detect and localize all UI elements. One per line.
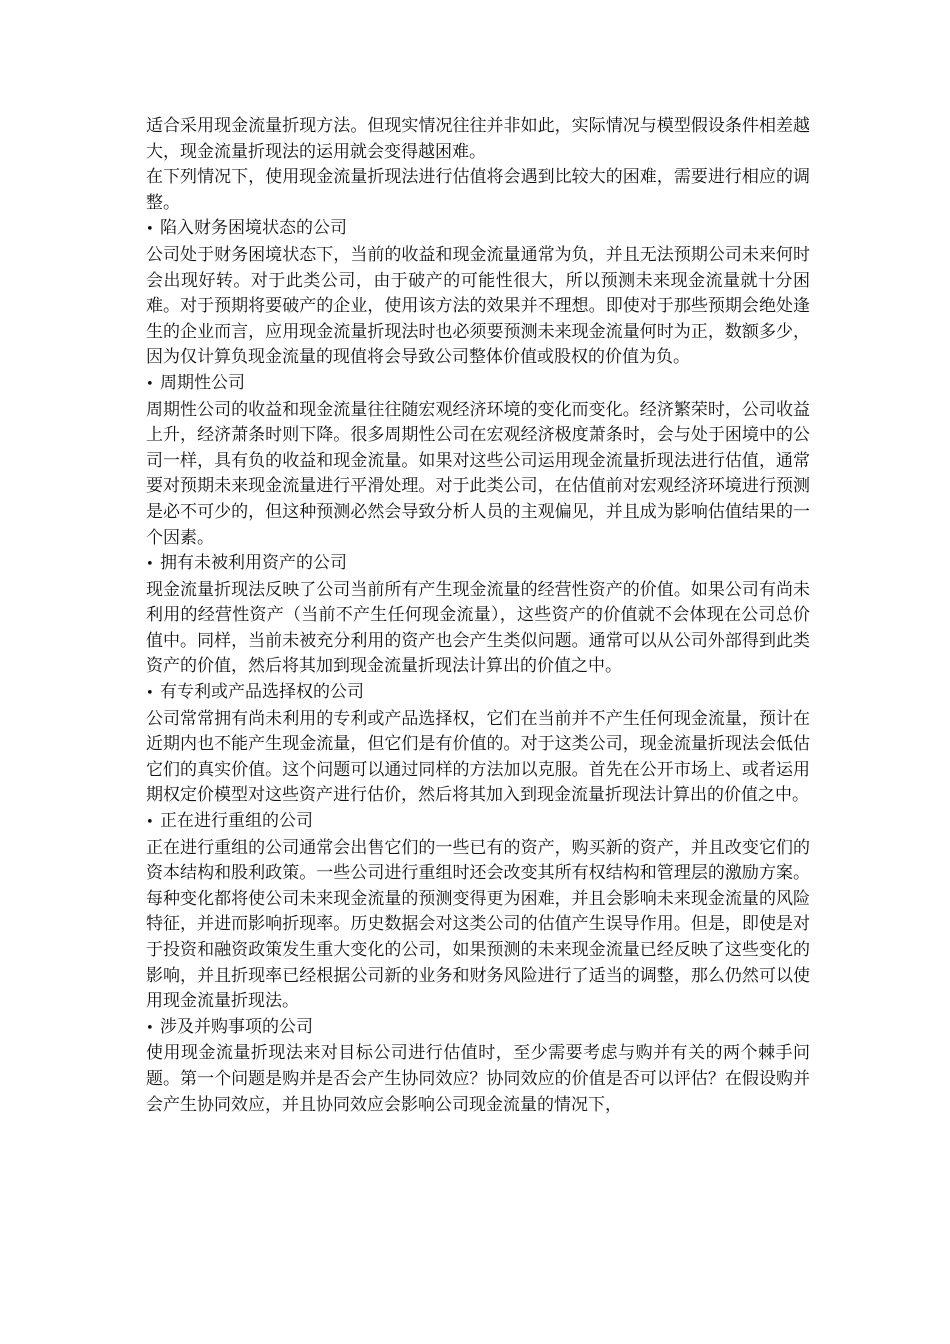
bullet-icon: •	[146, 815, 154, 831]
bullet-icon: •	[146, 1020, 154, 1036]
section-heading-mergers	[146, 1015, 810, 1042]
section-body-financial-distress: 公司处于财务困境状态下，当前的收益和现金流量通常为负，并且无法预期公司未来何时会出现好转。对于此类公司，由于破产的可能性很大，所以预测未来现金流量就十分困难。对于预期将要破产的企业，使用该方法的效果并不理想。即使对于那些预期会绝处逢生的企业而言，应用现金流量折现法时也必须要预测未来现金流量何时为正，数额多少，因为仅计算负现金流量的现值将会导致公司整体价值或股权的价值为负。	[146, 244, 810, 368]
section-heading-text: 涉及并购事项的公司	[160, 1016, 313, 1037]
intro-paragraph-2: 在下列情况下，使用现金流量折现法进行估值将会遇到比较大的困难，需要进行相应的调整。	[146, 167, 810, 213]
document-page	[146, 114, 810, 1118]
section-body-restructuring: 正在进行重组的公司通常会出售它们的一些已有的资产，购买新的资产，并且改变它们的资本结构和股利政策。一些公司进行重组时还会改变其所有权结构和管理层的激励方案。每种变化都将使公司未来现金流量的预测变得更为困难，并且会影响未来现金流量的风险特征，并进而影响折现率。历史数据会对这类公司的估值产生误导作用。但是，即使是对于投资和融资政策发生重大变化的公司，如果预测的未来现金流量已经反映了这些变化的影响，并且折现率已经根据公司新的业务和财务风险进行了适当的调整，那么仍然可以使用现金流量折现法。	[146, 837, 810, 1012]
section-body-cyclical: 周期性公司的收益和现金流量往往随宏观经济环境的变化而变化。经济繁荣时，公司收益上升，经济萧条时则下降。很多周期性公司在宏观经济极度萧条时，会与处于困境中的公司一样，具有负的收益和现金流量。如果对这些公司运用现金流量折现法进行估值，通常要对预期未来现金流量进行平滑处理。对于此类公司，在估值前对宏观经济环境进行预测是必不可少的，但这种预测必然会导致分析人员的主观偏见，并且成为影响估值结果的一个因素。	[146, 399, 810, 548]
bullet-icon: •	[146, 557, 154, 573]
section-body-mergers: 使用现金流量折现法来对目标公司进行估值时，至少需要考虑与购并有关的两个棘手问题。第一个问题是购并是否会产生协同效应？协同效应的价值是否可以评估？在假设购并会产生协同效应，并且协同效应会影响公司现金流量的情况下，	[146, 1043, 810, 1115]
section-heading-financial-distress	[146, 216, 810, 243]
section-heading-unused-assets	[146, 551, 810, 578]
section-heading-text: 有专利或产品选择权的公司	[160, 682, 364, 703]
bullet-icon: •	[146, 686, 154, 702]
section-heading-text: 正在进行重组的公司	[160, 811, 313, 832]
bullet-icon: •	[146, 376, 154, 392]
section-heading-text: 周期性公司	[160, 372, 245, 393]
section-heading-restructuring	[146, 809, 810, 836]
section-heading-text: 陷入财务困境状态的公司	[160, 218, 347, 239]
section-heading-cyclical	[146, 371, 810, 398]
bullet-icon: •	[146, 222, 154, 238]
section-heading-text: 拥有未被利用资产的公司	[160, 553, 347, 574]
intro-paragraph-1: 适合采用现金流量折现方法。但现实情况往往并非如此，实际情况与模型假设条件相差越大，现金流量折现法的运用就会变得越困难。	[146, 116, 810, 162]
section-body-patents: 公司常常拥有尚未利用的专利或产品选择权，它们在当前并不产生任何现金流量，预计在近期内也不能产生现金流量，但它们是有价值的。对于这类公司，现金流量折现法会低估它们的真实价值。这个问题可以通过同样的方法加以克服。首先在公开市场上、或者运用期权定价模型对这些资产进行估价，然后将其加入到现金流量折现法计算出的价值之中。	[146, 708, 810, 806]
section-body-unused-assets: 现金流量折现法反映了公司当前所有产生现金流量的经营性资产的价值。如果公司有尚未利用的经营性资产（当前不产生任何现金流量），这些资产的价值就不会体现在公司总价值中。同样，当前未被充分利用的资产也会产生类似问题。通常可以从公司外部得到此类资产的价值，然后将其加到现金流量折现法计算出的价值之中。	[146, 579, 810, 677]
section-heading-patents	[146, 680, 810, 707]
